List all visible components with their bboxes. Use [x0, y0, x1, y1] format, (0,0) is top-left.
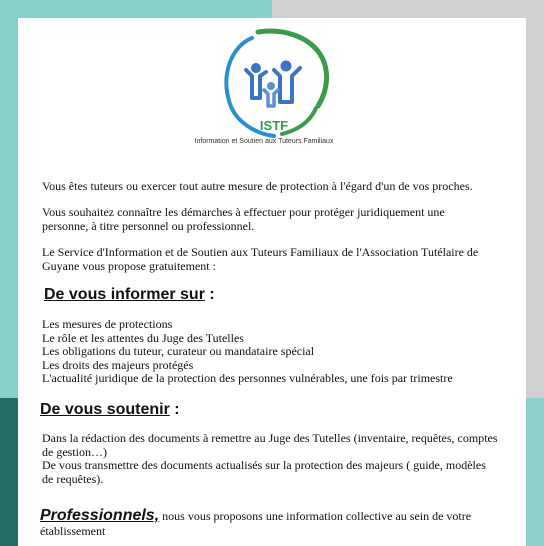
section-heading-soutenir-text: De vous soutenir — [40, 401, 170, 418]
section-heading-informer — [44, 286, 215, 304]
list-item: De vous transmettre des documents actualisés sur la protection des majeurs ( guide, modèles de requêtes). — [42, 458, 486, 486]
section-heading-soutenir-suffix: : — [169, 401, 180, 418]
intro-paragraph-3: Le Service d'Information et de Soutien aux Tuteurs Familiaux de l'Association Tutélaire de Guyane vous propose gratuitement : — [42, 245, 479, 273]
list-item: Les droits des majeurs protégés — [42, 357, 194, 372]
list-item: Dans la rédaction des documents à remettre au Juge des Tutelles (inventaire, requêtes, comptes de gestion…) — [42, 431, 498, 459]
list-item: Le rôle et les attentes du Juge des Tutelles — [42, 330, 244, 345]
logo-caption: Information et Soutien aux Tuteurs Familiaux — [194, 138, 334, 145]
informer-list — [42, 318, 453, 386]
intro-paragraph-1: Vous êtes tuteurs ou exercer tout autre mesure de protection à l'égard d'un de vos proches. — [42, 179, 473, 193]
professionnels-text: nous vous proposons une information collective au sein de votre établissement — [40, 509, 472, 538]
section-heading-informer-text: De vous informer sur — [44, 286, 205, 303]
document-page — [18, 18, 526, 546]
logo-text: ISTF — [259, 118, 289, 133]
section-heading-soutenir — [40, 401, 180, 419]
professionnels-heading: Professionnels, — [40, 507, 160, 524]
list-item: Les obligations du tuteur, curateur ou mandataire spécial — [42, 344, 315, 358]
list-item: Les mesures de protections — [42, 317, 173, 331]
istf-logo — [212, 26, 336, 146]
professionnels-paragraph — [40, 508, 500, 539]
soutenir-list — [42, 432, 500, 486]
intro-paragraph-2: Vous souhaitez connaître les démarches à effectuer pour protéger juridiquement une personne, à titre personnel ou professionnel. — [42, 205, 445, 233]
section-heading-informer-suffix: : — [204, 286, 215, 303]
list-item: L'actualité juridique de la protection des personnes vulnérables, une fois par trimestre — [42, 371, 453, 385]
